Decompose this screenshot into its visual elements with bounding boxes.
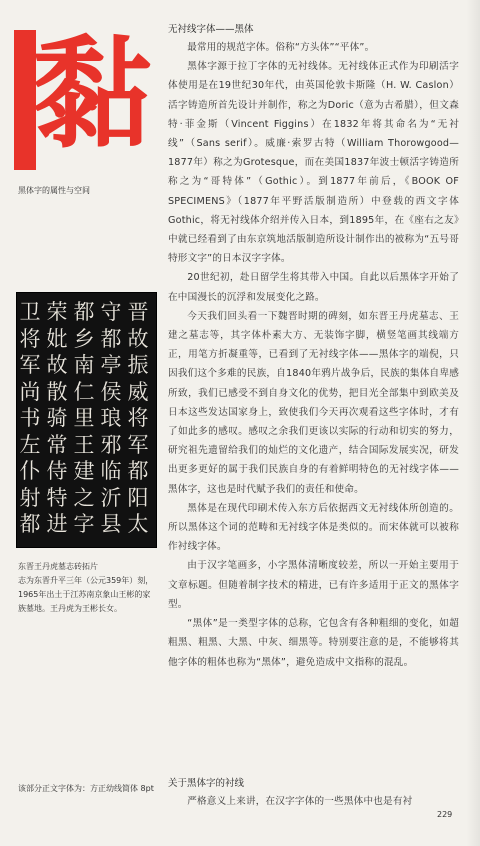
rubbing-character: 守 [100, 300, 122, 324]
rubbing-character: 南 [73, 353, 95, 377]
rubbing-character: 乡 [73, 326, 95, 351]
section-2 [168, 776, 459, 811]
rubbing-column [125, 299, 151, 538]
rubbing-character: 振 [127, 353, 149, 377]
paragraph: 最常用的规范字体。俗称“方头体”“平体”。 [187, 42, 375, 53]
rubbing-character: 将 [127, 406, 149, 430]
paragraph: 黑体字源于拉丁字体的无衬线体。无衬线体正式作为印刷活字体使用是在19世纪30年代，由英国伦敦卡斯隆（H. W. Caslon）活字铸造所首先设计并制作，称之为Doric（意为古希腊），但文森特·菲金斯（Vincent Figgins）在1832年将其命名为“无衬线”（Sans serif）。威廉·索罗古特（William Thorowgood—1877年）称之为Grotesque，而在美国1837年波士顿活字铸造所称之为“哥特体”（Gothic）。到1877年前后，《BOOK OF SPECIMENS》（1877年平野活版制造所）中登载的西文字体Gothic，将无衬线体介绍并传入日本，到1895年，在《座右之友》中就已经看到了由东京筑地活版制造所设计制作出的被称为“五号哥特形文字”的日本汉字字体。 [168, 61, 459, 265]
rubbing-character: 卫 [19, 300, 41, 324]
rubbing-character: 常 [46, 432, 68, 457]
rubbing-column [98, 299, 124, 538]
rubbing-character: 字 [73, 512, 95, 536]
rubbing-character: 故 [127, 326, 149, 351]
rubbing-character: 王 [73, 432, 95, 457]
rubbing-column [44, 299, 70, 538]
rubbing-character: 射 [19, 485, 41, 510]
rubbing-character: 左 [19, 432, 41, 457]
page-edge-shadow [466, 0, 480, 846]
rubbing-character: 亭 [100, 353, 122, 377]
rubbing-caption-title: 东晋王丹虎墓志砖拓片 [18, 562, 98, 571]
rubbing-character: 军 [127, 432, 149, 457]
rubbing-column [17, 299, 43, 538]
rubbing-character: 琅 [100, 406, 122, 430]
paragraph: 严格意义上来讲，在汉字字体的一些黑体中也是有衬 [187, 796, 413, 807]
rubbing-character: 太 [127, 512, 149, 536]
rubbing-character: 书 [19, 406, 41, 430]
rubbing-character: 临 [100, 459, 122, 483]
rubbing-character: 邪 [100, 432, 122, 457]
hei-glyph: 黏 [32, 25, 152, 164]
rubbing-character: 骑 [46, 406, 68, 430]
section-title: 无衬线字体——黑体 [168, 24, 254, 35]
rubbing-character: 故 [46, 353, 68, 377]
rubbing-character: 尚 [19, 379, 41, 404]
paragraph: “黑体”是一类型字体的总称，它包含有各种粗细的变化，如超粗黑、粗黑、大黑、中灰、细黑等。特别要注意的是，不能够将其他字体的粗体也称为“黑体”，避免造成中文指称的混乱。 [168, 618, 459, 668]
rubbing-character: 进 [46, 512, 68, 536]
rubbing-character: 都 [100, 326, 122, 351]
rubbing-character: 沂 [100, 485, 122, 510]
rubbing-caption-body: 志为东晋升平三年（公元359年）刻，1965年出土于江苏南京象山王彬的家族墓地。王丹虎为王彬长女。 [18, 576, 154, 613]
paragraph: 20世纪初，赴日留学生将其带入中国。自此以后黑体字开始了在中国漫长的沉浮和发展变化之路。 [168, 272, 459, 303]
rubbing-character: 建 [73, 459, 95, 483]
page-number: 229 [437, 810, 453, 819]
rubbing-character: 之 [73, 485, 95, 510]
rubbing-character: 特 [46, 485, 68, 510]
rubbing-character: 荣 [46, 300, 68, 324]
paragraph: 黑体是在现代印刷术传入东方后依据西文无衬线体所创造的。所以黑体这个词的范畴和无衬线字体是类似的。而宋体就可以被称作衬线字体。 [168, 502, 459, 553]
rubbing-character: 妣 [46, 326, 68, 351]
rubbing-character: 晋 [127, 300, 149, 324]
rubbing-character: 都 [127, 459, 149, 483]
rubbing-character: 将 [19, 326, 41, 351]
rubbing-caption [18, 560, 158, 616]
stele-rubbing-image [16, 292, 157, 548]
body-font-note: 该部分正文字体为：方正幼线简体 8pt [18, 784, 154, 793]
rubbing-character: 都 [19, 512, 41, 536]
paragraph: 今天我们回头看一下魏晋时期的碑刻，如东晋王丹虎墓志、王建之墓志等，其字体朴素大方、无装饰字脚，横竖笔画其线端方正，用笔方折凝重等，已看到了无衬线字体——黑体字的端倪，只因我们这个多难的民族，自1840年鸦片战争后，民族的集体自卑感所致，我们已感受不到自身文化的优势，把目光全部集中到欧美及日本这些发达国家身上，致使我们今天再次观看这些字体时，才有了如此多的感叹。感叹之余我们更该以实际的行动和切实的努力，研究祖先遗留给我们的灿烂的文化遗产，结合国际发展实况，研发出更多更好的属于我们民族自身的有着鲜明特色的无衬线字体——黑体字，这也是时代赋予我们的责任和使命。 [168, 310, 459, 495]
rubbing-character: 仆 [19, 459, 41, 483]
red-hei-glyph-graphic [14, 25, 152, 170]
glyph-caption: 黑体字的属性与空间 [18, 186, 90, 195]
rubbing-character: 县 [100, 512, 122, 536]
paragraph: 由于汉字笔画多，小字黑体清晰度较差，所以一开始主要用于文章标题。但随着制字技术的精进，已有许多适用于正文的黑体字型。 [168, 560, 459, 610]
rubbing-character: 侍 [46, 459, 68, 483]
rubbing-character: 威 [127, 379, 149, 404]
rubbing-character: 军 [19, 353, 41, 377]
rubbing-character: 里 [73, 406, 95, 430]
section-title: 关于黑体字的衬线 [168, 778, 245, 789]
rubbing-character: 侯 [100, 379, 122, 404]
rubbing-character: 阳 [127, 485, 149, 510]
rubbing-column [71, 299, 97, 538]
rubbing-character: 散 [46, 379, 68, 404]
rubbing-character: 仁 [73, 379, 95, 404]
rubbing-character: 都 [73, 300, 95, 324]
main-text-column [168, 22, 459, 672]
